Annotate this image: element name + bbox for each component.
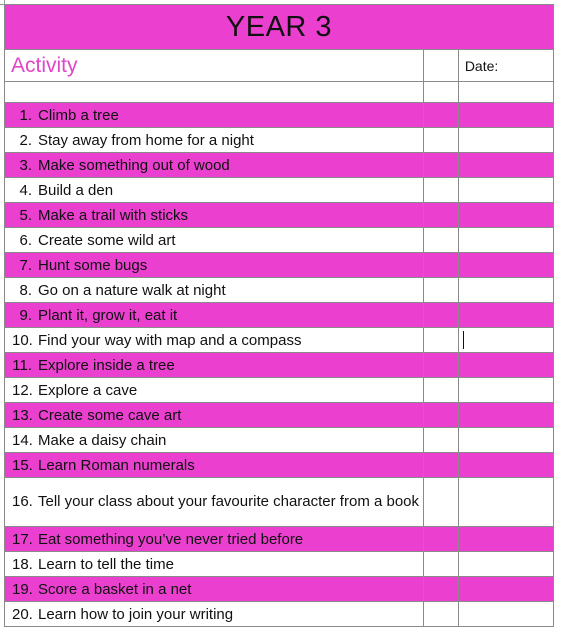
spacer-cell[interactable]	[458, 82, 553, 103]
check-cell[interactable]	[423, 453, 458, 478]
check-cell[interactable]	[423, 178, 458, 203]
activity-item	[5, 153, 424, 178]
activity-heading: Activity	[5, 50, 424, 82]
item-text: Make something out of wood	[38, 156, 230, 174]
item-text: Build a den	[38, 181, 114, 199]
activity-item	[5, 552, 424, 577]
item-number: 16.	[12, 493, 33, 510]
activity-item	[5, 428, 424, 453]
item-number: 10.	[12, 331, 33, 349]
activity-item	[5, 403, 424, 428]
item-number: 4.	[19, 181, 32, 199]
item-number: 6.	[19, 231, 32, 249]
item-number: 12.	[12, 381, 33, 399]
activity-row	[5, 103, 554, 128]
activity-item	[5, 128, 424, 153]
activity-item	[5, 328, 424, 353]
item-number: 5.	[19, 206, 32, 224]
check-cell[interactable]	[423, 527, 458, 552]
check-cell[interactable]	[423, 253, 458, 278]
header-blank-cell[interactable]	[423, 50, 458, 82]
activity-row	[5, 428, 554, 453]
date-cell[interactable]	[458, 353, 553, 378]
date-heading: Date:	[458, 50, 553, 82]
date-cell[interactable]	[458, 178, 553, 203]
text-cursor	[463, 331, 464, 349]
date-cell[interactable]	[458, 378, 553, 403]
check-cell[interactable]	[423, 378, 458, 403]
activity-item	[5, 353, 424, 378]
date-cell[interactable]	[458, 328, 553, 353]
activity-item	[5, 478, 424, 527]
header-row	[5, 50, 554, 82]
check-cell[interactable]	[423, 228, 458, 253]
check-cell[interactable]	[423, 552, 458, 577]
activity-list	[5, 103, 554, 627]
item-number: 19.	[12, 580, 33, 598]
item-text: Create some wild art	[38, 231, 176, 249]
item-text: Find your way with map and a compass	[38, 331, 302, 349]
activity-item	[5, 378, 424, 403]
page-title: YEAR 3	[5, 5, 554, 50]
spacer-cell[interactable]	[423, 82, 458, 103]
item-text: Score a basket in a net	[38, 580, 192, 598]
item-number: 18.	[12, 555, 33, 573]
activity-row	[5, 453, 554, 478]
activity-item	[5, 103, 424, 128]
item-number: 9.	[19, 306, 32, 324]
activity-row	[5, 527, 554, 552]
date-cell[interactable]	[458, 153, 553, 178]
item-number: 11.	[12, 356, 32, 374]
date-cell[interactable]	[458, 253, 553, 278]
date-cell[interactable]	[458, 453, 553, 478]
check-cell[interactable]	[423, 353, 458, 378]
activity-item	[5, 602, 424, 627]
activity-row	[5, 328, 554, 353]
activity-item	[5, 453, 424, 478]
activity-item	[5, 527, 424, 552]
activity-row	[5, 178, 554, 203]
item-text: Learn how to join your writing	[38, 605, 234, 623]
activity-row	[5, 353, 554, 378]
date-cell[interactable]	[458, 403, 553, 428]
activity-row	[5, 478, 554, 527]
item-number: 20.	[12, 605, 33, 623]
check-cell[interactable]	[423, 428, 458, 453]
activity-row	[5, 403, 554, 428]
item-text: Plant it, grow it, eat it	[38, 306, 178, 324]
activity-row	[5, 602, 554, 627]
item-text: Stay away from home for a night	[38, 131, 254, 149]
item-number: 14.	[12, 431, 33, 449]
check-cell[interactable]	[423, 153, 458, 178]
date-cell[interactable]	[458, 428, 553, 453]
item-text: Explore a cave	[38, 381, 138, 399]
item-number: 8.	[19, 281, 32, 299]
item-text: Tell your class about your favourite character from a book	[38, 493, 420, 510]
activity-item	[5, 303, 424, 328]
activity-row	[5, 552, 554, 577]
activity-row	[5, 378, 554, 403]
activity-row	[5, 577, 554, 602]
activity-item	[5, 253, 424, 278]
check-cell[interactable]	[423, 577, 458, 602]
activity-item	[5, 178, 424, 203]
date-cell[interactable]	[458, 527, 553, 552]
title-row	[5, 5, 554, 50]
activity-checklist-table	[4, 4, 554, 627]
activity-row	[5, 278, 554, 303]
item-number: 1.	[19, 106, 32, 124]
item-text: Explore inside a tree	[38, 356, 175, 374]
date-cell[interactable]	[458, 228, 553, 253]
date-cell[interactable]	[458, 203, 553, 228]
activity-item	[5, 228, 424, 253]
item-text: Climb a tree	[38, 106, 119, 124]
date-cell[interactable]	[458, 552, 553, 577]
date-cell[interactable]	[458, 303, 553, 328]
date-cell[interactable]	[458, 278, 553, 303]
activity-row	[5, 153, 554, 178]
check-cell[interactable]	[423, 478, 458, 527]
item-text: Hunt some bugs	[38, 256, 148, 274]
spacer-cell[interactable]	[5, 82, 424, 103]
check-cell[interactable]	[423, 602, 458, 627]
check-cell[interactable]	[423, 328, 458, 353]
check-cell[interactable]	[423, 403, 458, 428]
item-text: Learn to tell the time	[38, 555, 174, 573]
item-text: Go on a nature walk at night	[38, 281, 226, 299]
date-cell[interactable]	[458, 103, 553, 128]
check-cell[interactable]	[423, 103, 458, 128]
spacer-row	[5, 82, 554, 103]
activity-row	[5, 303, 554, 328]
activity-row	[5, 253, 554, 278]
activity-item	[5, 278, 424, 303]
item-number: 13.	[12, 406, 33, 424]
item-number: 17.	[12, 530, 33, 548]
item-text: Learn Roman numerals	[38, 456, 195, 474]
date-cell[interactable]	[458, 478, 553, 527]
item-number: 15.	[12, 456, 33, 474]
item-number: 3.	[19, 156, 32, 174]
item-text: Eat something you’ve never tried before	[38, 530, 304, 548]
activity-row	[5, 228, 554, 253]
date-cell[interactable]	[458, 602, 553, 627]
activity-item	[5, 577, 424, 602]
activity-item	[5, 203, 424, 228]
activity-row	[5, 203, 554, 228]
item-number: 7.	[19, 256, 32, 274]
item-text: Make a daisy chain	[38, 431, 167, 449]
item-text: Make a trail with sticks	[38, 206, 189, 224]
check-cell[interactable]	[423, 203, 458, 228]
check-cell[interactable]	[423, 128, 458, 153]
item-text: Create some cave art	[38, 406, 182, 424]
date-cell[interactable]	[458, 577, 553, 602]
activity-row	[5, 128, 554, 153]
check-cell[interactable]	[423, 303, 458, 328]
check-cell[interactable]	[423, 278, 458, 303]
date-cell[interactable]	[458, 128, 553, 153]
item-number: 2.	[19, 131, 32, 149]
